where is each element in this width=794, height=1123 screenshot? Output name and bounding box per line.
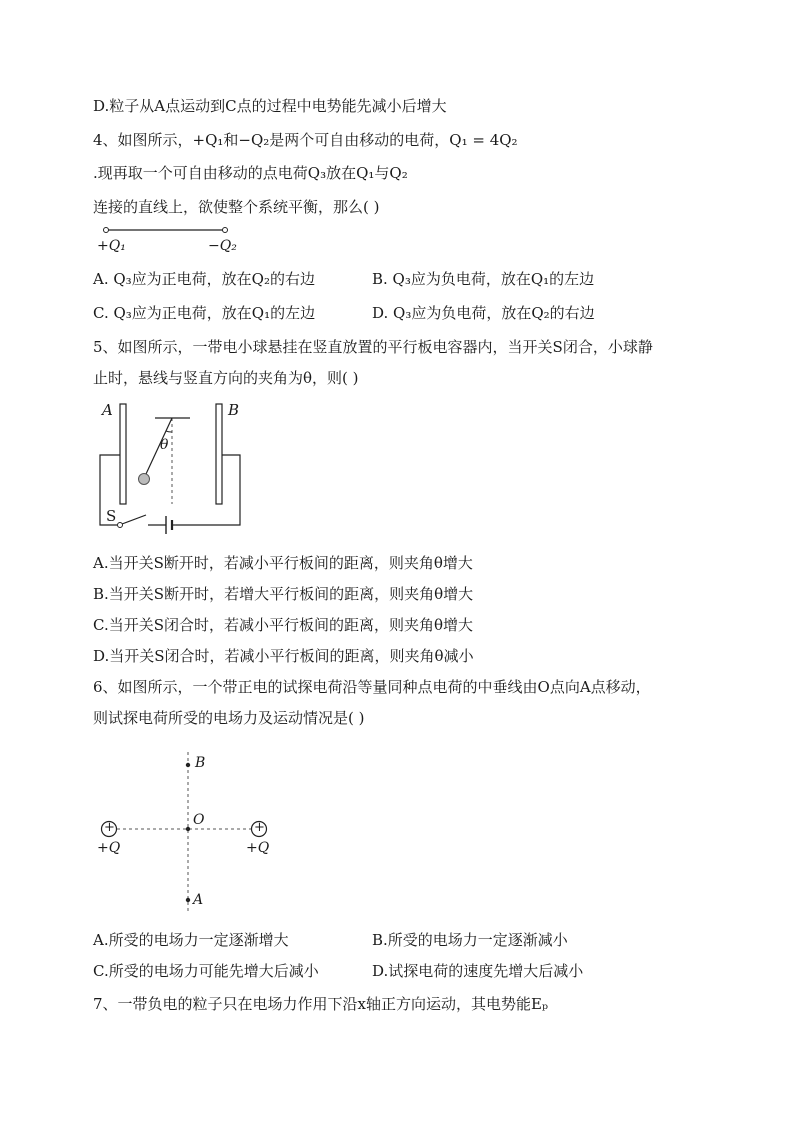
q6-right-charge-sign: +: [254, 820, 265, 835]
q5-stem-line1: 5、如图所示，一带电小球悬挂在竖直放置的平行板电容器内，当开关S闭合，小球静: [93, 338, 653, 356]
q5-stem-line2: 止时，悬线与竖直方向的夹角为θ，则( ): [93, 369, 359, 387]
q4-option-c: C. Q₃应为正电荷，放在Q₁的左边: [93, 304, 316, 322]
q4-stem-line3: 连接的直线上，欲使整个系统平衡，那么( ): [93, 198, 380, 216]
q5-option-c: C.当开关S闭合时，若减小平行板间的距离，则夹角θ增大: [93, 616, 474, 634]
q6-stem-line1: 6、如图所示，一个带正电的试探电荷沿等量同种点电荷的中垂线由O点向A点移动，: [93, 678, 651, 696]
q6-left-charge-sign: +: [104, 820, 115, 835]
q4-option-b: B. Q₃应为负电荷，放在Q₁的左边: [372, 270, 595, 288]
q4-label-q2: −Q₂: [208, 238, 237, 254]
q4-label-q1: +Q₁: [97, 238, 126, 254]
q6-option-b: B.所受的电场力一定逐渐减小: [372, 931, 568, 949]
q5-option-b: B.当开关S断开时，若增大平行板间的距离，则夹角θ增大: [93, 585, 474, 603]
q5-label-switch: S: [106, 507, 117, 525]
q6-stem-line2: 则试探电荷所受的电场力及运动情况是( ): [93, 709, 365, 727]
q4-stem-line2: .现再取一个可自由移动的点电荷Q₃放在Q₁与Q₂: [93, 164, 408, 182]
q5-option-d: D.当开关S闭合时，若减小平行板间的距离，则夹角θ减小: [93, 647, 474, 665]
q6-label-o: O: [193, 812, 205, 828]
q6-point-a: [186, 898, 190, 902]
q6-option-d: D.试探电荷的速度先增大后减小: [372, 962, 584, 980]
q5-option-a: A.当开关S断开时，若减小平行板间的距离，则夹角θ增大: [93, 554, 473, 572]
q5-label-theta: θ: [160, 437, 169, 453]
q5-label-a: A: [102, 401, 113, 419]
q6-point-o: [186, 827, 190, 831]
q6-point-b: [186, 763, 190, 767]
q6-label-right-charge: +Q: [246, 840, 270, 856]
q4-option-a: A. Q₃应为正电荷，放在Q₂的右边: [93, 270, 315, 288]
q7-stem-line1: 7、一带负电的粒子只在电场力作用下沿x轴正方向运动，其电势能Eₚ: [93, 995, 548, 1013]
q5-label-b: B: [228, 401, 240, 419]
q6-option-a: A.所受的电场力一定逐渐增大: [93, 931, 289, 949]
q6-label-b: B: [195, 755, 206, 771]
q3-option-d: D.粒子从A点运动到C点的过程中电势能先减小后增大: [93, 97, 447, 115]
q6-label-left-charge: +Q: [97, 840, 121, 856]
q6-label-a: A: [193, 892, 204, 908]
q4-option-d: D. Q₃应为负电荷，放在Q₂的右边: [372, 304, 595, 322]
q4-stem-line1: 4、如图所示，+Q₁和−Q₂是两个可自由移动的电荷，Q₁ = 4Q₂: [93, 131, 518, 149]
q6-option-c: C.所受的电场力可能先增大后减小: [93, 962, 319, 980]
